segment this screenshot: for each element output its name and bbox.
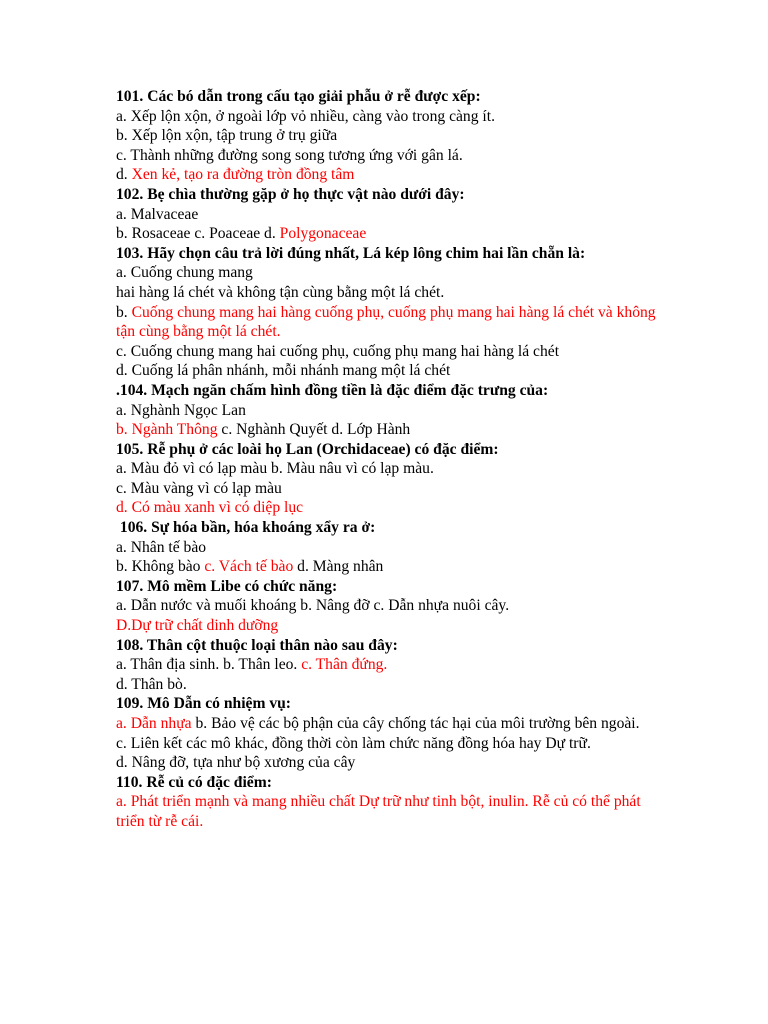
question-110-title: 110. Rễ củ có đặc điểm: [116, 773, 272, 791]
question-108-options-abc [116, 655, 656, 675]
question-105-option-d: d. Có màu xanh vì có diệp lục [116, 499, 304, 517]
question-110-option-a: a. Phát triển mạnh và mang nhiều chất Dự trữ như tinh bột, inulin. Rễ củ có thể phát triển từ rễ cái. [116, 793, 641, 830]
question-103-option-c: c. Cuống chung mang hai cuống phụ, cuống phụ mang hai hàng lá chét [116, 342, 560, 360]
options-cd-text: c. Nghành Quyết d. Lớp Hành [217, 421, 411, 439]
question-109-title: 109. Mô Dẫn có nhiệm vụ: [116, 695, 291, 713]
question-105-title: 105. Rễ phụ ở các loài họ Lan (Orchidaceae) có đặc điểm: [116, 440, 499, 458]
option-d-text: d. Màng nhân [293, 558, 384, 576]
correct-answer: a. Dẫn nhựa [116, 715, 192, 732]
question-103-option-b [116, 303, 656, 323]
question-102-title: 102. Bẹ chìa thường gặp ở họ thực vật nào dưới đây: [116, 185, 465, 203]
question-107-option-d: D.Dự trữ chất dinh dưỡng [116, 617, 279, 635]
question-102-option-a: a. Malvaceae [116, 205, 199, 223]
question-102-options-bcd [116, 224, 656, 244]
question-101-option-c: c. Thành những đường song song tương ứng với gân lá. [116, 146, 463, 164]
correct-answer: c. Thân đứng. [301, 656, 388, 674]
question-104-option-a: a. Nghành Ngọc Lan [116, 401, 246, 419]
correct-answer: b. Ngành Thông [116, 421, 218, 439]
option-d-prefix: d. [116, 166, 132, 184]
question-105-options-ab: a. Màu đỏ vì có lạp màu b. Màu nâu vì có lạp màu. [116, 460, 434, 478]
question-104-title: .104. Mạch ngăn chấm hình đồng tiền là đặc điểm đặc trưng của: [116, 381, 549, 399]
question-108-title: 108. Thân cột thuộc loại thân nào sau đây: [116, 636, 398, 654]
question-103-title: 103. Hãy chọn câu trả lời đúng nhất, Lá kép lông chim hai lần chẵn là: [116, 244, 586, 262]
question-103-option-d: d. Cuống lá phân nhánh, mỗi nhánh mang một lá chét [116, 362, 451, 380]
question-101-option-b: b. Xếp lộn xộn, tập trung ở trụ giữa [116, 127, 338, 145]
question-106-title: 106. Sự hóa bần, hóa khoáng xẩy ra ở: [116, 519, 376, 537]
question-107-title: 107. Mô mềm Libe có chức năng: [116, 577, 338, 595]
question-101-option-a: a. Xếp lộn xộn, ở ngoài lớp vỏ nhiều, càng vào trong càng ít. [116, 107, 495, 125]
correct-answer: Xen kẻ, tạo ra đường tròn đồng tâm [131, 166, 355, 184]
question-107-options-abc: a. Dẫn nước và muối khoáng b. Nâng đỡ c. Dẫn nhựa nuôi cây. [116, 597, 510, 615]
question-103-option-b-line2: tận cùng bằng một lá chét. [116, 323, 281, 341]
option-b-prefix: b. [116, 303, 132, 321]
question-103-option-a-line2: hai hàng lá chét và không tận cùng bằng một lá chét. [116, 283, 445, 301]
options-ab-text: a. Thân địa sinh. b. Thân leo. [116, 656, 302, 674]
document-page [116, 87, 656, 832]
question-109-option-c: c. Liên kết các mô khác, đồng thời còn làm chức năng đồng hóa hay Dự trữ. [116, 734, 591, 752]
correct-answer: Polygonaceae [279, 225, 367, 243]
question-104-options-bcd [116, 420, 656, 440]
question-108-option-d: d. Thân bò. [116, 675, 187, 693]
question-109-option-d: d. Nâng đỡ, tựa như bộ xương của cây [116, 754, 356, 772]
question-109-options-ab [116, 714, 656, 734]
question-101-option-d [116, 165, 656, 185]
question-105-option-c: c. Màu vàng vì có lạp màu [116, 479, 282, 497]
correct-answer: c. Vách tế bào [204, 558, 294, 576]
correct-answer: Cuống chung mang hai hàng cuống phụ, cuống phụ mang hai hàng lá chét và không [131, 303, 656, 321]
question-103-option-a-line1: a. Cuống chung mang [116, 264, 253, 282]
question-106-option-a: a. Nhân tế bào [116, 538, 207, 556]
question-101-title: 101. Các bó dẫn trong cấu tạo giải phẫu ở rễ được xếp: [116, 88, 481, 105]
options-bcd-text: b. Rosaceae c. Poaceae d. [116, 225, 280, 243]
option-b-text: b. Bảo vệ các bộ phận của cây chống tác hại của môi trường bên ngoài. [191, 715, 640, 732]
option-b-text: b. Không bào [116, 558, 205, 576]
question-106-options-bcd [116, 557, 656, 577]
